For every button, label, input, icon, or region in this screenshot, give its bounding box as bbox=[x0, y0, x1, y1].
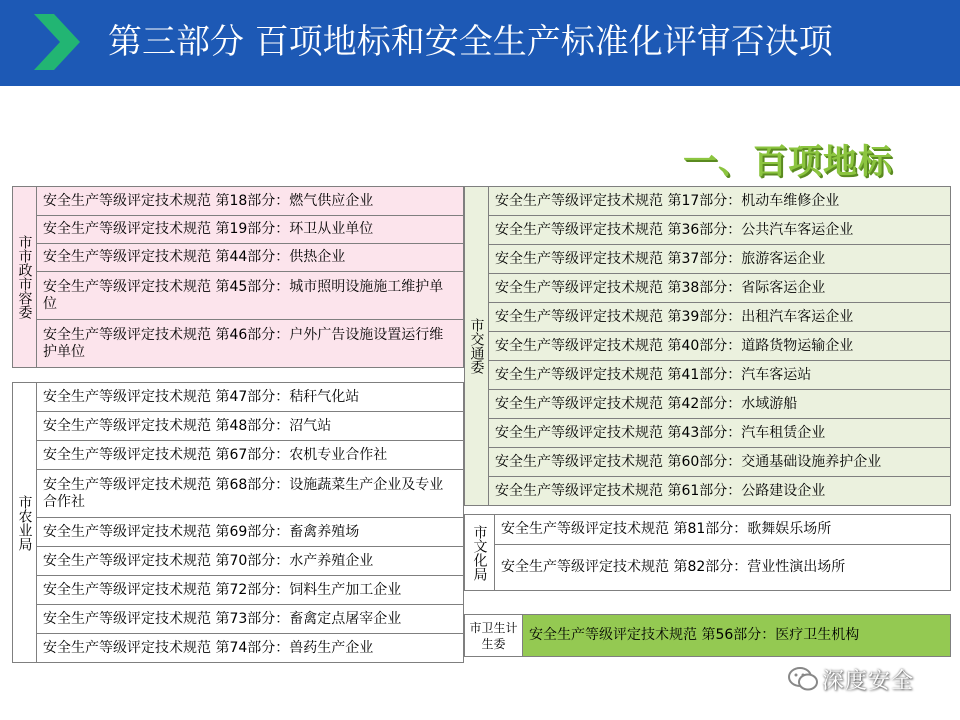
table-row: 安全生产等级评定技术规范 第42部分：水域游船 bbox=[489, 390, 951, 419]
table-row: 安全生产等级评定技术规范 第36部分：公共汽车客运企业 bbox=[489, 216, 951, 245]
org-label-city-admin: 市市政市容委 bbox=[13, 187, 37, 368]
table-row: 安全生产等级评定技术规范 第41部分：汽车客运站 bbox=[489, 361, 951, 390]
table-row: 安全生产等级评定技术规范 第68部分：设施蔬菜生产企业及专业合作社 bbox=[37, 470, 464, 518]
section-subtitle: 一、百项地标 bbox=[683, 142, 893, 182]
table-row: 安全生产等级评定技术规范 第37部分：旅游客运企业 bbox=[489, 245, 951, 274]
transport-table bbox=[464, 186, 951, 506]
table-row: 安全生产等级评定技术规范 第82部分：营业性演出场所 bbox=[495, 545, 951, 591]
table-row: 安全生产等级评定技术规范 第19部分：环卫从业单位 bbox=[37, 216, 464, 244]
table-row: 安全生产等级评定技术规范 第18部分：燃气供应企业 bbox=[37, 187, 464, 216]
table-row: 安全生产等级评定技术规范 第40部分：道路货物运输企业 bbox=[489, 332, 951, 361]
table-row: 安全生产等级评定技术规范 第60部分：交通基础设施养护企业 bbox=[489, 448, 951, 477]
table-row: 安全生产等级评定技术规范 第17部分：机动车维修企业 bbox=[489, 187, 951, 216]
table-row: 安全生产等级评定技术规范 第43部分：汽车租赁企业 bbox=[489, 419, 951, 448]
table-row: 安全生产等级评定技术规范 第70部分：水产养殖企业 bbox=[37, 547, 464, 576]
table-row: 安全生产等级评定技术规范 第39部分：出租汽车客运企业 bbox=[489, 303, 951, 332]
table-row: 安全生产等级评定技术规范 第74部分：兽药生产企业 bbox=[37, 634, 464, 663]
org-label-agriculture: 市农业局 bbox=[13, 383, 37, 663]
table-row: 安全生产等级评定技术规范 第44部分：供热企业 bbox=[37, 244, 464, 272]
table-row: 安全生产等级评定技术规范 第48部分：沼气站 bbox=[37, 412, 464, 441]
health-table bbox=[464, 614, 951, 657]
chevron-right-icon bbox=[34, 14, 82, 70]
city-admin-table bbox=[12, 186, 464, 368]
table-row: 安全生产等级评定技术规范 第47部分：秸秆气化站 bbox=[37, 383, 464, 412]
table-row: 安全生产等级评定技术规范 第81部分：歌舞娱乐场所 bbox=[495, 515, 951, 545]
table-row: 安全生产等级评定技术规范 第72部分：饲料生产加工企业 bbox=[37, 576, 464, 605]
table-row: 安全生产等级评定技术规范 第56部分：医疗卫生机构 bbox=[523, 615, 951, 657]
table-row: 安全生产等级评定技术规范 第38部分：省际客运企业 bbox=[489, 274, 951, 303]
table-row: 安全生产等级评定技术规范 第73部分：畜禽定点屠宰企业 bbox=[37, 605, 464, 634]
header-bar bbox=[0, 0, 960, 86]
culture-table bbox=[464, 514, 951, 591]
org-label-health: 市卫生计生委 bbox=[465, 615, 523, 657]
org-label-transport: 市交通委 bbox=[465, 187, 489, 506]
agriculture-table bbox=[12, 382, 464, 663]
table-row: 安全生产等级评定技术规范 第61部分：公路建设企业 bbox=[489, 477, 951, 506]
table-row: 安全生产等级评定技术规范 第69部分：畜禽养殖场 bbox=[37, 518, 464, 547]
table-row: 安全生产等级评定技术规范 第45部分：城市照明设施施工维护单位 bbox=[37, 272, 464, 320]
org-label-culture: 市文化局 bbox=[465, 515, 495, 591]
watermark bbox=[788, 664, 948, 694]
page-title: 第三部分 百项地标和安全生产标准化评审否决项 bbox=[108, 22, 833, 62]
wechat-icon bbox=[788, 666, 818, 692]
watermark-text: 深度安全 bbox=[822, 668, 915, 694]
table-row: 安全生产等级评定技术规范 第67部分：农机专业合作社 bbox=[37, 441, 464, 470]
table-row: 安全生产等级评定技术规范 第46部分：户外广告设施设置运行维护单位 bbox=[37, 320, 464, 368]
